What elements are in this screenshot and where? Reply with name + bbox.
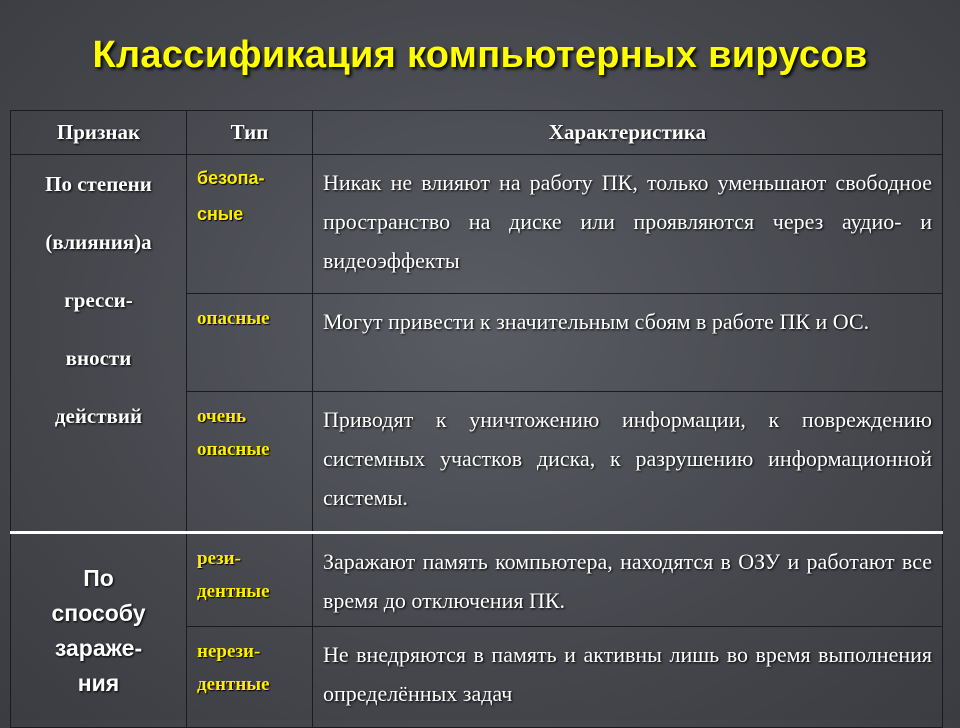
type-line: дентные [197, 581, 270, 602]
description-cell: Приводят к уничтожению информации, к повреждению системных участков диска, к разрушению информационной системы. [313, 392, 943, 533]
table-header-row [11, 111, 943, 155]
type-cell [187, 155, 313, 294]
feature-cell-infection [11, 533, 187, 728]
header-feature: Признак [11, 111, 187, 155]
description-cell: Не внедряются в память и активны лишь во время выполнения определённых задач [313, 627, 943, 728]
feature-cell-impact [11, 155, 187, 533]
table-row [11, 533, 943, 627]
description-cell: Могут привести к значительным сбоям в работе ПК и ОС. [313, 294, 943, 392]
type-cell [187, 533, 313, 627]
feature-line: зараже- [54, 634, 143, 661]
type-line: рези- [197, 548, 241, 569]
type-line: опасные [197, 439, 270, 460]
feature-line: ния [77, 669, 120, 696]
type-line: сные [197, 204, 244, 224]
description-cell: Никак не влияют на работу ПК, только уменьшают свободное пространство на диске или проявляются через аудио- и видеоэффекты [313, 155, 943, 294]
description-cell: Заражают память компьютера, находятся в ОЗУ и работают все время до отключения ПК. [313, 533, 943, 627]
feature-line: способу [51, 599, 146, 626]
type-cell [187, 392, 313, 533]
type-cell [187, 294, 313, 392]
feature-line: вности [65, 346, 132, 370]
table-row [11, 155, 943, 294]
feature-line: По степени [45, 172, 152, 196]
feature-line: По [83, 564, 114, 591]
header-type: Тип [187, 111, 313, 155]
feature-line: гресси- [64, 288, 133, 312]
classification-table [10, 110, 943, 728]
feature-line: (влияния)а [45, 230, 152, 254]
type-line: нерези- [197, 641, 261, 662]
type-cell [187, 627, 313, 728]
type-line: очень [197, 406, 247, 427]
page-title: Классификация компьютерных вирусов [92, 34, 868, 76]
type-line: безопа- [197, 168, 265, 188]
feature-line: действий [54, 404, 143, 428]
header-characteristic: Характеристика [313, 111, 943, 155]
type-line: дентные [197, 674, 270, 695]
type-line: опасные [197, 308, 270, 329]
